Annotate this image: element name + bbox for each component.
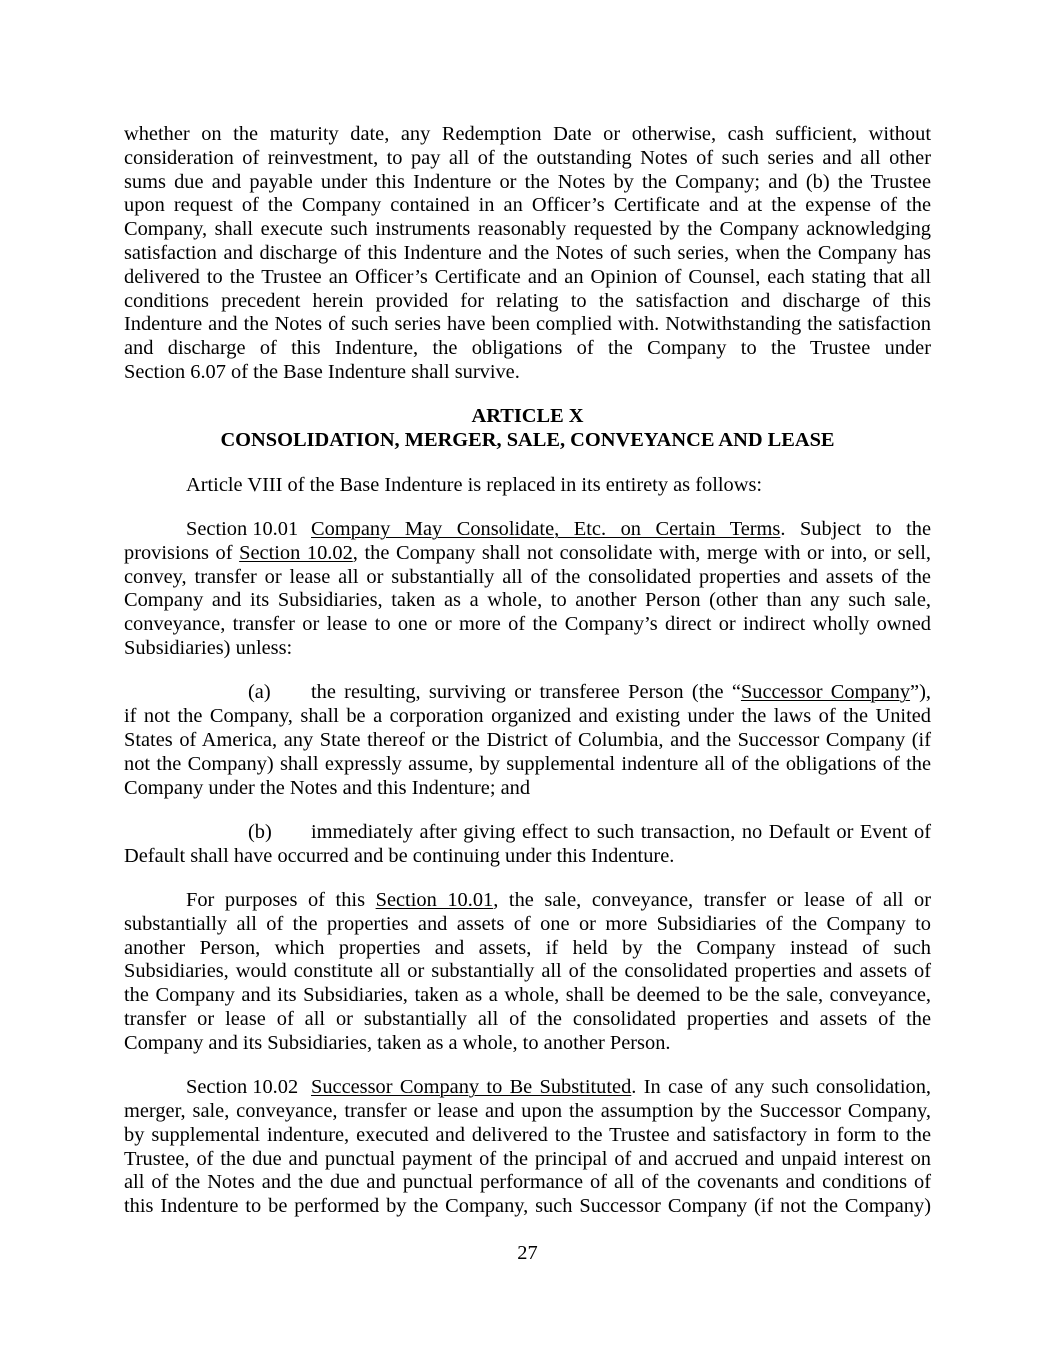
text-line: Trustee, of the due and punctual payment of the principal of and accrued and unpaid interest on: [124, 1147, 931, 1170]
article-intro-paragraph: [124, 474, 931, 498]
text-line: whether on the maturity date, any Redemption Date or otherwise, cash sufficient, without: [124, 123, 931, 145]
text-line: the Company and its Subsidiaries, taken as a whole, shall be deemed to be the sale, conveyance,: [124, 984, 931, 1007]
text-line: Subsidiaries, would constitute all or substantially all of the consolidated properties and assets of: [124, 960, 931, 983]
text-run: . Subject to the: [780, 517, 931, 540]
text-run: . In case of any such consolidation,: [631, 1076, 931, 1099]
text-line: Company, shall execute such instruments reasonably requested by the Company acknowledging: [124, 218, 931, 241]
text-line: delivered to the Trustee an Officer’s Certificate and an Opinion of Counsel, each stating that all: [124, 265, 931, 288]
text-line: another Person, which properties and assets, if held by the Company instead of such: [124, 936, 931, 959]
section-caption: Company May Consolidate, Etc. on Certain Terms: [311, 517, 781, 540]
text-line: conditions precedent herein provided for relating to the satisfaction and discharge of this: [124, 289, 931, 312]
section-caption: Successor Company to Be Substituted: [311, 1076, 632, 1099]
text-line: Section 6.07 of the Base Indenture shall survive.: [124, 360, 520, 383]
carryover-paragraph: [124, 123, 931, 385]
section-heading-line: [124, 518, 931, 542]
text-line: consideration of reinvestment, to pay all of the outstanding Notes of such series and all other: [124, 146, 931, 169]
text-line: sums due and payable under this Indenture or the Notes by the Company; and (b) the Trustee: [124, 170, 931, 193]
text-line: convey, transfer or lease all or substantially all of the consolidated properties and assets of the: [124, 565, 931, 588]
text-run: the resulting, surviving or transferee Person (the “: [311, 681, 741, 704]
text-line: upon request of the Company contained in an Officer’s Certificate and at the expense of the: [124, 194, 931, 217]
text-line: Company and its Subsidiaries, taken as a whole, to another Person (other than any such sale,: [124, 589, 931, 612]
clause-label: (a): [248, 681, 271, 704]
text-line: not the Company) shall expressly assume, by supplemental indenture all of the obligations of the: [124, 752, 931, 775]
text-line: conveyance, transfer or lease to one or more of the Company’s direct or indirect wholly owned: [124, 613, 931, 636]
page-number: 27: [517, 1242, 538, 1264]
text-line: Article VIII of the Base Indenture is replaced in its entirety as follows:: [186, 473, 763, 496]
page-body: [124, 123, 931, 1240]
text-line: merger, sale, conveyance, transfer or lease and upon the assumption by the Successor Company,: [124, 1100, 931, 1123]
text-run: , the Company shall not consolidate with, merge with or into, or sell,: [352, 541, 931, 564]
text-line: satisfaction and discharge of this Indenture and the Notes of such series, when the Company has: [124, 241, 931, 264]
text-line: Subsidiaries) unless:: [124, 636, 293, 659]
section-heading-line: [124, 1076, 931, 1100]
text-run: , the sale, conveyance, transfer or lease of all or: [493, 889, 932, 912]
cross-reference: Section 10.02: [239, 541, 353, 564]
purposes-paragraph: [124, 889, 931, 1056]
defined-term: Successor Company: [740, 681, 911, 704]
clause-a: [124, 681, 931, 800]
text-line: States of America, any State thereof or the District of Columbia, and the Successor Company (if: [124, 728, 931, 751]
clause-b: [124, 821, 931, 869]
cross-reference: Section 10.01: [375, 889, 494, 912]
text-line: by supplemental indenture, executed and delivered to the Trustee and satisfactory in form to the: [124, 1123, 931, 1146]
text-line: and discharge of this Indenture, the obligations of the Company to the Trustee under: [124, 337, 931, 360]
text-line: Company and its Subsidiaries, taken as a whole, to another Person.: [124, 1031, 671, 1054]
article-title: CONSOLIDATION, MERGER, SALE, CONVEYANCE AND LEASE: [220, 429, 835, 452]
text-run: ”),: [910, 681, 931, 704]
text-line: [124, 542, 931, 566]
text-line: all of the Notes and the due and punctual performance of all of the covenants and conditions of: [124, 1171, 931, 1194]
text-line: Indenture and the Notes of such series have been complied with. Notwithstanding the satisfaction: [124, 313, 931, 336]
text-run: provisions of: [124, 541, 240, 564]
article-heading: [124, 405, 931, 453]
section-10-01: [124, 518, 931, 661]
text-line: Default shall have occurred and be continuing under this Indenture.: [124, 844, 675, 867]
text-line: if not the Company, shall be a corporation organized and existing under the laws of the United: [124, 705, 931, 728]
text-run: For purposes of this: [186, 889, 376, 912]
section-number: Section 10.01: [186, 517, 299, 540]
text-line: Company under the Notes and this Indenture; and: [124, 776, 531, 799]
text-run: immediately after giving effect to such transaction, no Default or Event of: [311, 820, 931, 843]
section-10-02: [124, 1076, 931, 1219]
clause-first-line: [124, 681, 931, 705]
text-line: substantially all of the properties and assets of one or more Subsidiaries of the Company to: [124, 912, 931, 935]
clause-first-line: [124, 821, 931, 845]
section-number: Section 10.02: [186, 1076, 299, 1099]
text-line: [124, 889, 931, 913]
clause-label: (b): [248, 820, 272, 843]
text-line: this Indenture to be performed by the Company, such Successor Company (if not the Company): [124, 1195, 931, 1218]
article-number: ARTICLE X: [471, 405, 584, 428]
text-line: transfer or lease of all or substantially all of the consolidated properties and assets of the: [124, 1008, 931, 1031]
